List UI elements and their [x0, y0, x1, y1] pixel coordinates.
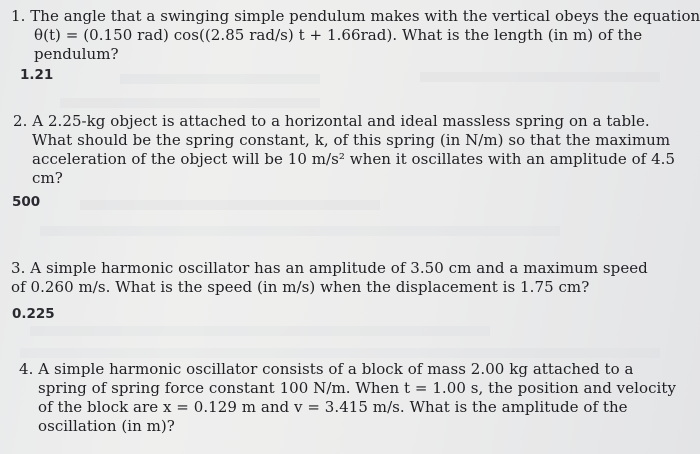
question-1-number: 1.	[11, 7, 26, 25]
question-3	[11, 259, 648, 297]
question-1-line-1	[11, 7, 700, 26]
question-4	[19, 360, 676, 436]
question-1-text: The angle that a swinging simple pendulum makes with the vertical obeys the equation	[30, 7, 700, 25]
question-2-line-4: cm?	[32, 169, 63, 187]
question-2-line-2: What should be the spring constant, k, of this spring (in N/m) so that the maximum	[32, 131, 671, 149]
question-2	[13, 112, 675, 188]
question-4-line-3: of the block are x = 0.129 m and v = 3.415 m/s. What is the amplitude of the	[38, 398, 628, 416]
question-3-line-1	[11, 259, 648, 278]
question-1	[11, 7, 700, 64]
bleed-through-mark	[60, 98, 320, 108]
question-4-line-4: oscillation (in m)?	[38, 417, 175, 435]
bleed-through-mark	[20, 348, 660, 358]
question-4-line-1	[19, 360, 676, 379]
answer-1: 1.21	[20, 67, 54, 83]
answer-3: 0.225	[12, 306, 55, 322]
bleed-through-mark	[40, 226, 560, 236]
bleed-through-mark	[30, 326, 490, 336]
question-1-line-2: θ(t) = (0.150 rad) cos((2.85 rad/s) t + 1.66rad). What is the length (in m) of the	[34, 26, 643, 44]
bleed-through-mark	[80, 200, 380, 210]
answer-2: 500	[12, 194, 41, 210]
question-3-number: 3.	[11, 259, 26, 277]
question-3-line-2: of 0.260 m/s. What is the speed (in m/s) when the displacement is 1.75 cm?	[11, 278, 590, 296]
question-3-text: A simple harmonic oscillator has an amplitude of 3.50 cm and a maximum speed	[30, 259, 648, 277]
question-4-text: A simple harmonic oscillator consists of a block of mass 2.00 kg attached to a	[38, 360, 634, 378]
bleed-through-mark	[420, 72, 660, 82]
question-1-line-3: pendulum?	[34, 45, 119, 63]
question-2-line-3: acceleration of the object will be 10 m/s² when it oscillates with an amplitude of 4.5	[32, 150, 676, 168]
question-4-line-2: spring of spring force constant 100 N/m. When t = 1.00 s, the position and velocity	[38, 379, 676, 397]
bleed-through-mark	[120, 74, 320, 84]
question-4-number: 4.	[19, 360, 34, 378]
question-2-number: 2.	[13, 112, 28, 130]
question-2-line-1	[13, 112, 675, 131]
question-2-text: A 2.25-kg object is attached to a horizontal and ideal massless spring on a table.	[32, 112, 650, 130]
